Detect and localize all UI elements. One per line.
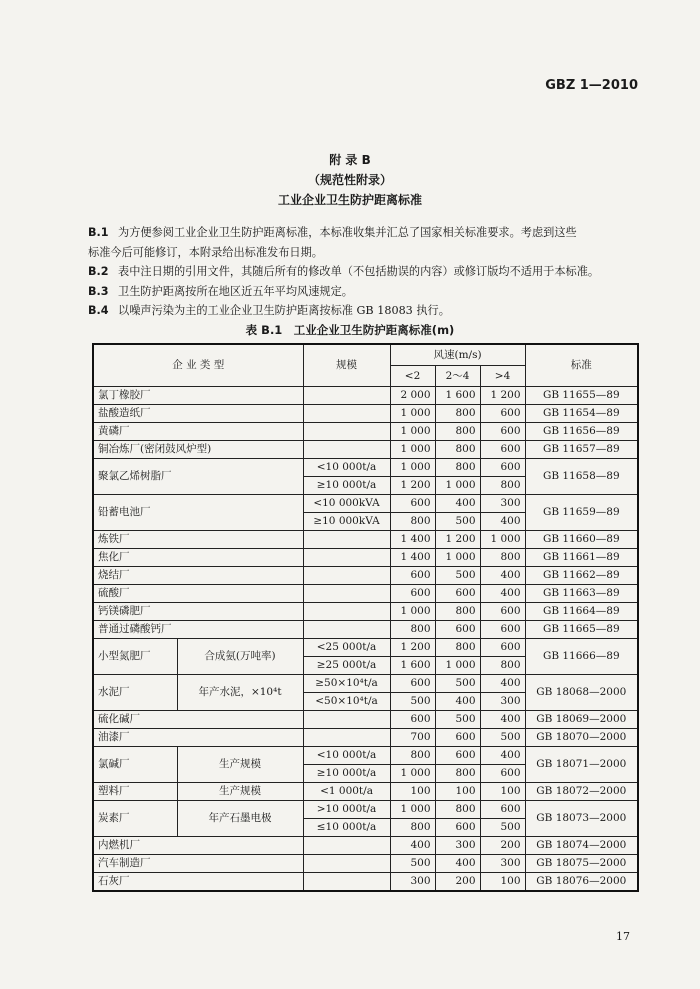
wind-value: 800 [435, 603, 480, 621]
wind-value: 1 000 [390, 801, 435, 819]
wind-value: 600 [480, 459, 525, 477]
enterprise-name: 炼铁厂 [93, 531, 303, 549]
standard-code: GB 11663—89 [525, 585, 638, 603]
wind-value: 1 400 [390, 531, 435, 549]
scale-tier: <25 000t/a [303, 639, 390, 657]
enterprise-name: 黄磷厂 [93, 423, 303, 441]
wind-value: 1 000 [390, 459, 435, 477]
standard-code: GB 11655—89 [525, 387, 638, 405]
wind-value: 1 200 [390, 477, 435, 495]
wind-value: 600 [390, 675, 435, 693]
standard-code: GB 18072—2000 [525, 783, 638, 801]
page-number: 17 [616, 930, 630, 943]
table-row [93, 747, 638, 765]
standard-code: GB 18074—2000 [525, 837, 638, 855]
standard-code: GB 11657—89 [525, 441, 638, 459]
table-row [93, 405, 638, 423]
enterprise-name: 铜冶炼厂(密闭鼓风炉型) [93, 441, 303, 459]
wind-value: 800 [390, 819, 435, 837]
wind-value: 600 [480, 405, 525, 423]
clause-b4 [88, 301, 636, 321]
wind-value: 800 [435, 405, 480, 423]
wind-value: 400 [480, 747, 525, 765]
clause-number: B.2 [88, 265, 109, 278]
wind-value: 200 [435, 873, 480, 892]
wind-value: 1 200 [390, 639, 435, 657]
wind-value: 400 [480, 567, 525, 585]
scale-tier: <10 000t/a [303, 459, 390, 477]
header-wind-lt2: <2 [390, 366, 435, 387]
enterprise-name: 炭素厂 [93, 801, 177, 837]
scale-tier: <10 000kVA [303, 495, 390, 513]
wind-value: 1 200 [435, 531, 480, 549]
enterprise-name: 聚氯乙烯树脂厂 [93, 459, 303, 495]
clause-list [88, 223, 636, 321]
wind-value: 600 [390, 711, 435, 729]
wind-value: 1 000 [390, 441, 435, 459]
wind-value: 300 [480, 855, 525, 873]
wind-value: 500 [480, 819, 525, 837]
scale-cell [303, 585, 390, 603]
scale-cell [303, 387, 390, 405]
wind-value: 600 [480, 603, 525, 621]
scale-cell [303, 441, 390, 459]
scale-tier: ≥10 000kVA [303, 513, 390, 531]
wind-value: 600 [435, 585, 480, 603]
wind-value: 500 [435, 567, 480, 585]
enterprise-name: 小型氮肥厂 [93, 639, 177, 675]
scale-cell [303, 549, 390, 567]
wind-value: 1 600 [390, 657, 435, 675]
scale-tier: <1 000t/a [303, 783, 390, 801]
enterprise-subtype: 生产规模 [177, 747, 303, 783]
clause-number: B.3 [88, 284, 109, 298]
wind-value: 600 [435, 621, 480, 639]
wind-value: 300 [435, 837, 480, 855]
appendix-heading [0, 150, 700, 210]
header-wind: 风速(m/s) [390, 344, 525, 366]
wind-value: 100 [435, 783, 480, 801]
enterprise-name: 硫酸厂 [93, 585, 303, 603]
enterprise-subtype: 年产石墨电极 [177, 801, 303, 837]
scale-cell [303, 405, 390, 423]
standard-code: GB 18073—2000 [525, 801, 638, 837]
scale-tier: <10 000t/a [303, 747, 390, 765]
standard-code: GB 11664—89 [525, 603, 638, 621]
enterprise-name: 石灰厂 [93, 873, 303, 892]
table-row [93, 729, 638, 747]
wind-value: 400 [480, 675, 525, 693]
enterprise-name: 氯丁橡胶厂 [93, 387, 303, 405]
header-wind-2to4: 2～4 [435, 366, 480, 387]
scale-tier: >10 000t/a [303, 801, 390, 819]
standard-code: GB 11658—89 [525, 459, 638, 495]
wind-value: 1 000 [480, 531, 525, 549]
standard-code: GB 18076—2000 [525, 873, 638, 892]
enterprise-subtype: 生产规模 [177, 783, 303, 801]
table-row [93, 441, 638, 459]
wind-value: 600 [480, 423, 525, 441]
table-row [93, 621, 638, 639]
enterprise-subtype: 合成氨(万吨率) [177, 639, 303, 675]
wind-value: 300 [480, 693, 525, 711]
appendix-title: 工业企业卫生防护距离标准 [277, 193, 422, 207]
enterprise-name: 水泥厂 [93, 675, 177, 711]
header-wind-gt4: >4 [480, 366, 525, 387]
wind-value: 1 000 [435, 477, 480, 495]
enterprise-name: 硫化碱厂 [93, 711, 303, 729]
wind-value: 600 [435, 819, 480, 837]
wind-value: 1 200 [480, 387, 525, 405]
standard-code: GB 11665—89 [525, 621, 638, 639]
enterprise-name: 钙镁磷肥厂 [93, 603, 303, 621]
table-row [93, 855, 638, 873]
table-row [93, 801, 638, 819]
scale-tier: <50×10⁴t/a [303, 693, 390, 711]
table-row [93, 675, 638, 693]
table-row [93, 567, 638, 585]
wind-value: 800 [390, 621, 435, 639]
wind-value: 600 [435, 729, 480, 747]
wind-value: 300 [480, 495, 525, 513]
wind-value: 100 [480, 873, 525, 892]
wind-value: 800 [480, 657, 525, 675]
table-row [93, 387, 638, 405]
scale-cell [303, 873, 390, 892]
scale-cell [303, 711, 390, 729]
wind-value: 600 [480, 639, 525, 657]
wind-value: 500 [435, 513, 480, 531]
wind-value: 800 [435, 423, 480, 441]
wind-value: 1 000 [390, 603, 435, 621]
table-row [93, 549, 638, 567]
wind-value: 500 [390, 693, 435, 711]
scale-cell [303, 423, 390, 441]
table-row [93, 531, 638, 549]
clause-b3 [88, 282, 636, 302]
clause-text: 以噪声污染为主的工业企业卫生防护距离按标准 GB 18083 执行。 [118, 304, 450, 317]
clause-number: B.4 [88, 304, 109, 317]
table-caption: 表 B.1 工业企业卫生防护距离标准(m) [245, 323, 455, 337]
clause-text: 为方便参阅工业企业卫生防护距离标准，本标准收集并汇总了国家相关标准要求。考虑到这些 [118, 226, 577, 239]
clause-text-continued: 标准今后可能修订，本附录给出标准发布日期。 [88, 245, 323, 259]
wind-value: 100 [480, 783, 525, 801]
wind-value: 400 [435, 855, 480, 873]
standard-code: GB 11660—89 [525, 531, 638, 549]
wind-value: 800 [480, 477, 525, 495]
enterprise-name: 铅蓄电池厂 [93, 495, 303, 531]
scale-cell [303, 567, 390, 585]
standard-code: GB 11656—89 [525, 423, 638, 441]
appendix-label: 附 录 B [329, 153, 371, 167]
enterprise-name: 盐酸造纸厂 [93, 405, 303, 423]
clause-number: B.1 [88, 226, 109, 239]
table-row [93, 459, 638, 477]
scale-cell [303, 621, 390, 639]
wind-value: 400 [435, 495, 480, 513]
header-enterprise: 企 业 类 型 [93, 344, 303, 387]
clause-b2 [88, 262, 636, 282]
distance-standard-table [92, 343, 639, 892]
enterprise-name: 烧结厂 [93, 567, 303, 585]
clause-b1 [88, 223, 636, 262]
standard-code: GB 11666—89 [525, 639, 638, 675]
standard-code: GB 11661—89 [525, 549, 638, 567]
table-row [93, 585, 638, 603]
table-row [93, 423, 638, 441]
table-row [93, 837, 638, 855]
wind-value: 1 600 [435, 387, 480, 405]
scale-cell [303, 837, 390, 855]
wind-value: 800 [435, 801, 480, 819]
wind-value: 600 [480, 765, 525, 783]
scale-tier: ≥10 000t/a [303, 477, 390, 495]
wind-value: 400 [480, 711, 525, 729]
wind-value: 1 000 [435, 549, 480, 567]
standard-code: GB 18075—2000 [525, 855, 638, 873]
wind-value: 100 [390, 783, 435, 801]
header-standard: 标准 [525, 344, 638, 387]
standard-code: GB 18068—2000 [525, 675, 638, 711]
wind-value: 500 [390, 855, 435, 873]
enterprise-name: 氯碱厂 [93, 747, 177, 783]
scale-tier: ≥50×10⁴t/a [303, 675, 390, 693]
standard-code: GB 11659—89 [525, 495, 638, 531]
enterprise-name: 焦化厂 [93, 549, 303, 567]
wind-value: 300 [390, 873, 435, 892]
wind-value: 800 [435, 765, 480, 783]
wind-value: 800 [435, 441, 480, 459]
wind-value: 800 [435, 639, 480, 657]
standard-code: GB 18070—2000 [525, 729, 638, 747]
wind-value: 600 [480, 441, 525, 459]
wind-value: 400 [390, 837, 435, 855]
wind-value: 200 [480, 837, 525, 855]
wind-value: 400 [480, 585, 525, 603]
wind-value: 1 400 [390, 549, 435, 567]
table-row [93, 603, 638, 621]
wind-value: 600 [390, 585, 435, 603]
wind-value: 800 [390, 747, 435, 765]
clause-text: 表中注日期的引用文件，其随后所有的修改单（不包括勘误的内容）或修订版均不适用于本标准。 [118, 265, 600, 278]
wind-value: 700 [390, 729, 435, 747]
standard-code: GB 11654—89 [525, 405, 638, 423]
wind-value: 1 000 [435, 657, 480, 675]
standard-code: GB 11662—89 [525, 567, 638, 585]
wind-value: 800 [390, 513, 435, 531]
wind-value: 1 000 [390, 423, 435, 441]
table-row [93, 495, 638, 513]
wind-value: 500 [435, 711, 480, 729]
wind-value: 400 [435, 693, 480, 711]
table-row [93, 873, 638, 892]
wind-value: 1 000 [390, 765, 435, 783]
scale-cell [303, 855, 390, 873]
wind-value: 600 [390, 495, 435, 513]
scale-cell [303, 603, 390, 621]
wind-value: 400 [480, 513, 525, 531]
appendix-type: （规范性附录） [307, 173, 392, 187]
enterprise-subtype: 年产水泥，×10⁴t [177, 675, 303, 711]
wind-value: 1 000 [390, 405, 435, 423]
clause-text: 卫生防护距离按所在地区近五年平均风速规定。 [118, 284, 353, 298]
wind-value: 600 [390, 567, 435, 585]
table-header-row [93, 344, 638, 366]
scale-tier: ≤10 000t/a [303, 819, 390, 837]
wind-value: 2 000 [390, 387, 435, 405]
enterprise-name: 塑料厂 [93, 783, 177, 801]
wind-value: 800 [480, 549, 525, 567]
wind-value: 600 [435, 747, 480, 765]
wind-value: 500 [435, 675, 480, 693]
table-row [93, 783, 638, 801]
enterprise-name: 内燃机厂 [93, 837, 303, 855]
wind-value: 800 [435, 459, 480, 477]
wind-value: 600 [480, 621, 525, 639]
scale-tier: ≥10 000t/a [303, 765, 390, 783]
enterprise-name: 油漆厂 [93, 729, 303, 747]
wind-value: 600 [480, 801, 525, 819]
standard-id: GBZ 1—2010 [545, 78, 638, 93]
wind-value: 500 [480, 729, 525, 747]
table-row [93, 639, 638, 657]
standard-code: GB 18069—2000 [525, 711, 638, 729]
scale-cell [303, 531, 390, 549]
enterprise-name: 普通过磷酸钙厂 [93, 621, 303, 639]
enterprise-name: 汽车制造厂 [93, 855, 303, 873]
scale-tier: ≥25 000t/a [303, 657, 390, 675]
header-scale: 规模 [303, 344, 390, 387]
standard-code: GB 18071—2000 [525, 747, 638, 783]
table-row [93, 711, 638, 729]
scale-cell [303, 729, 390, 747]
